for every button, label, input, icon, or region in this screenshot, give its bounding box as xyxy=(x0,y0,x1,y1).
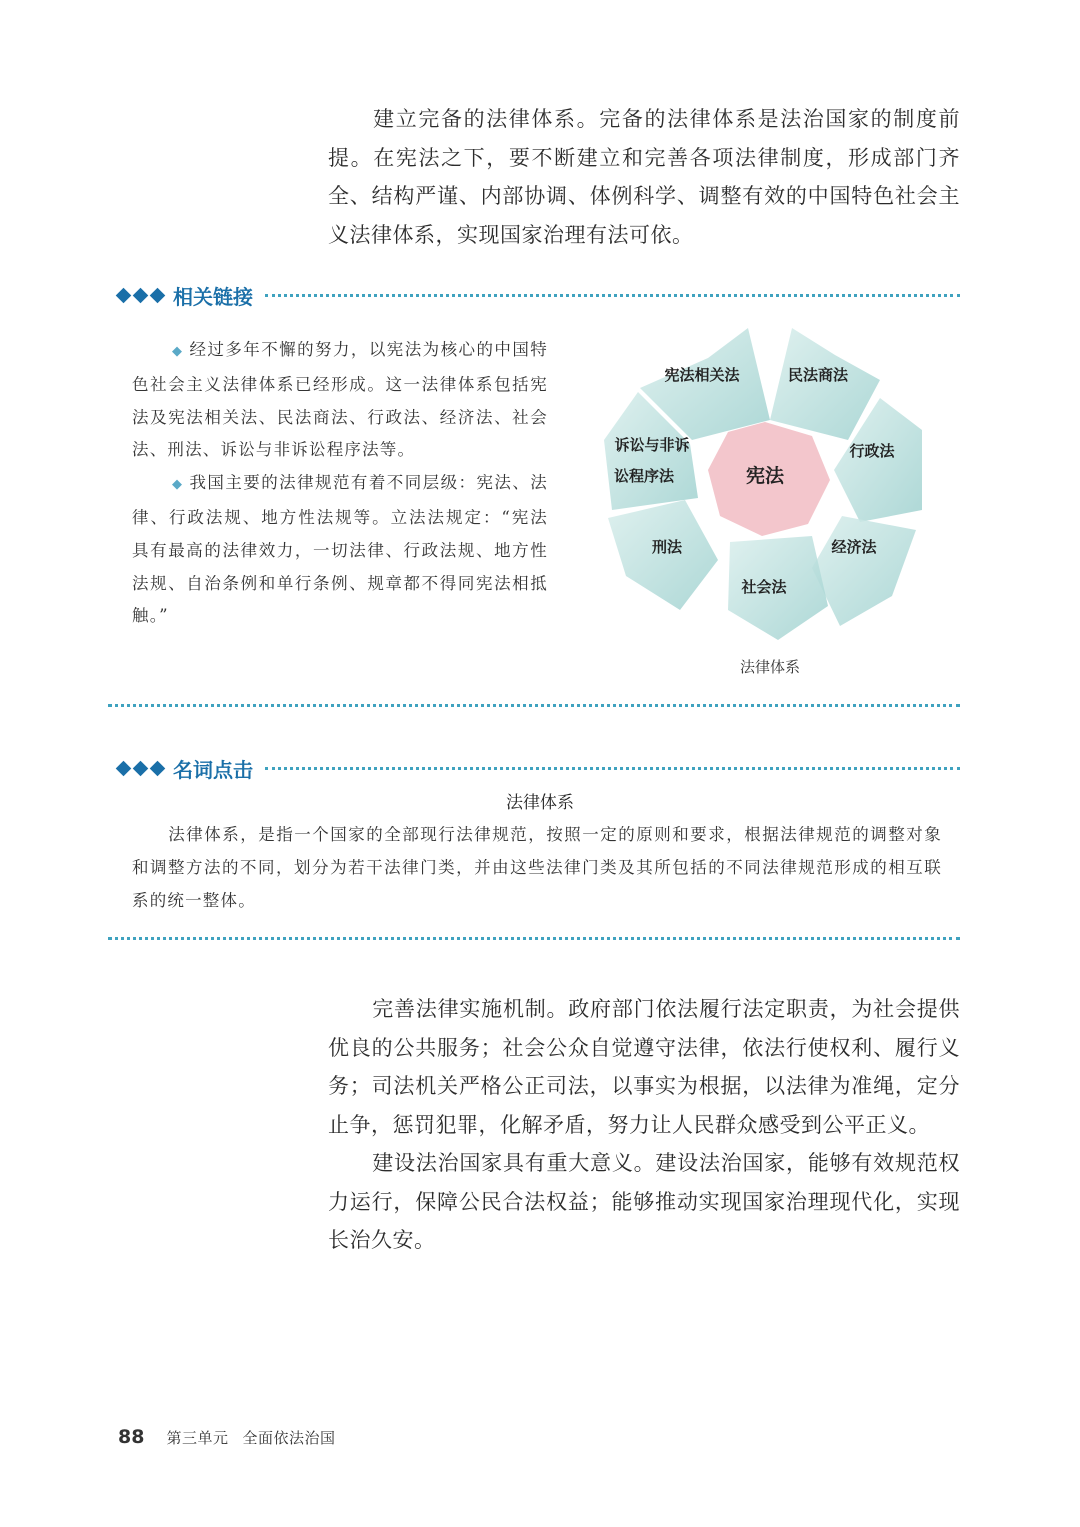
header-dotted-line xyxy=(265,767,960,770)
section-divider xyxy=(108,704,960,707)
svg-text:社会法: 社会法 xyxy=(741,578,787,596)
unit-label: 第三单元 全面依法治国 xyxy=(166,1429,336,1447)
related-links-header xyxy=(118,280,960,310)
paragraph-significance: 建设法治国家具有重大意义。建设法治国家，能够有效规范权力运行，保障公民合法权益；能够推动实现国家治理现代化，实现长治久安。 xyxy=(328,1151,960,1252)
legal-system-diagram xyxy=(590,310,950,690)
svg-text:刑法: 刑法 xyxy=(651,538,683,556)
center-constitution xyxy=(708,422,830,536)
legal-system-diagram-svg xyxy=(590,310,950,650)
related-links-bullet-1: ◆ 经过多年不懈的努力，以宪法为核心的中国特色社会主义法律体系已经形成。这一法律体系包括宪法及宪法相关法、民法商法、行政法、经济法、社会法、刑法、诉讼与非诉讼程序法等。 xyxy=(132,340,548,460)
svg-text:行政法: 行政法 xyxy=(849,442,895,460)
diamond-icon: ◆ xyxy=(172,344,184,359)
svg-text:经济法: 经济法 xyxy=(831,538,877,556)
related-links-title: 相关链接 xyxy=(173,284,253,309)
petal-economic xyxy=(812,516,916,626)
svg-text:宪法相关法: 宪法相关法 xyxy=(664,366,740,384)
svg-text:宪法: 宪法 xyxy=(745,465,785,487)
page-number: 88 xyxy=(118,1426,145,1448)
petal-civil-commercial xyxy=(770,328,880,440)
petal-social xyxy=(728,536,828,640)
related-links-bullet-2: ◆ 我国主要的法律规范有着不同层级：宪法、法律、行政法规、地方性法规等。立法法规定：“宪法具有最高的法律效力，一切法律、行政法规、地方性法规、自治条例和单行条例、规章都不得同宪法相抵触。” xyxy=(132,473,548,626)
diamond-bullets-icon xyxy=(118,290,163,301)
diamond-icon: ◆ xyxy=(172,477,184,493)
header-dotted-line xyxy=(265,294,960,297)
section-divider xyxy=(108,937,960,940)
glossary-definition: 法律体系，是指一个国家的全部现行法律规范，按照一定的原则和要求，根据法律规范的调整对象和调整方法的不同，划分为若干法律门类，并由这些法律门类及其所包括的不同法律规范形成的相互联系的统一整体。 xyxy=(132,825,942,910)
related-links-text xyxy=(132,334,548,633)
paragraph-legal-system: 建立完备的法律体系。完备的法律体系是法治国家的制度前提。在宪法之下，要不断建立和完善各项法律制度，形成部门齐全、结构严谨、内部协调、体例科学、调整有效的中国特色社会主义法律体系，实现国家治理有法可依。 xyxy=(328,107,960,247)
paragraph-implementation: 完善法律实施机制。政府部门依法履行法定职责，为社会提供优良的公共服务；社会公众自觉遵守法律，依法行使权利、履行义务；司法机关严格公正司法，以事实为根据，以法律为准绳，定分止争，惩罚犯罪，化解矛盾，努力让人民群众感受到公平正义。 xyxy=(328,997,960,1137)
svg-text:讼程序法: 讼程序法 xyxy=(613,467,675,485)
petal-criminal xyxy=(608,500,718,610)
svg-text:民法商法: 民法商法 xyxy=(787,366,849,384)
page-footer xyxy=(118,1426,335,1448)
glossary-term: 法律体系 xyxy=(506,793,574,813)
diagram-caption: 法律体系 xyxy=(739,658,800,676)
glossary-header xyxy=(118,753,960,783)
glossary-title: 名词点击 xyxy=(173,757,253,782)
svg-text:诉讼与非诉: 诉讼与非诉 xyxy=(614,436,690,454)
diamond-bullets-icon xyxy=(118,763,163,774)
